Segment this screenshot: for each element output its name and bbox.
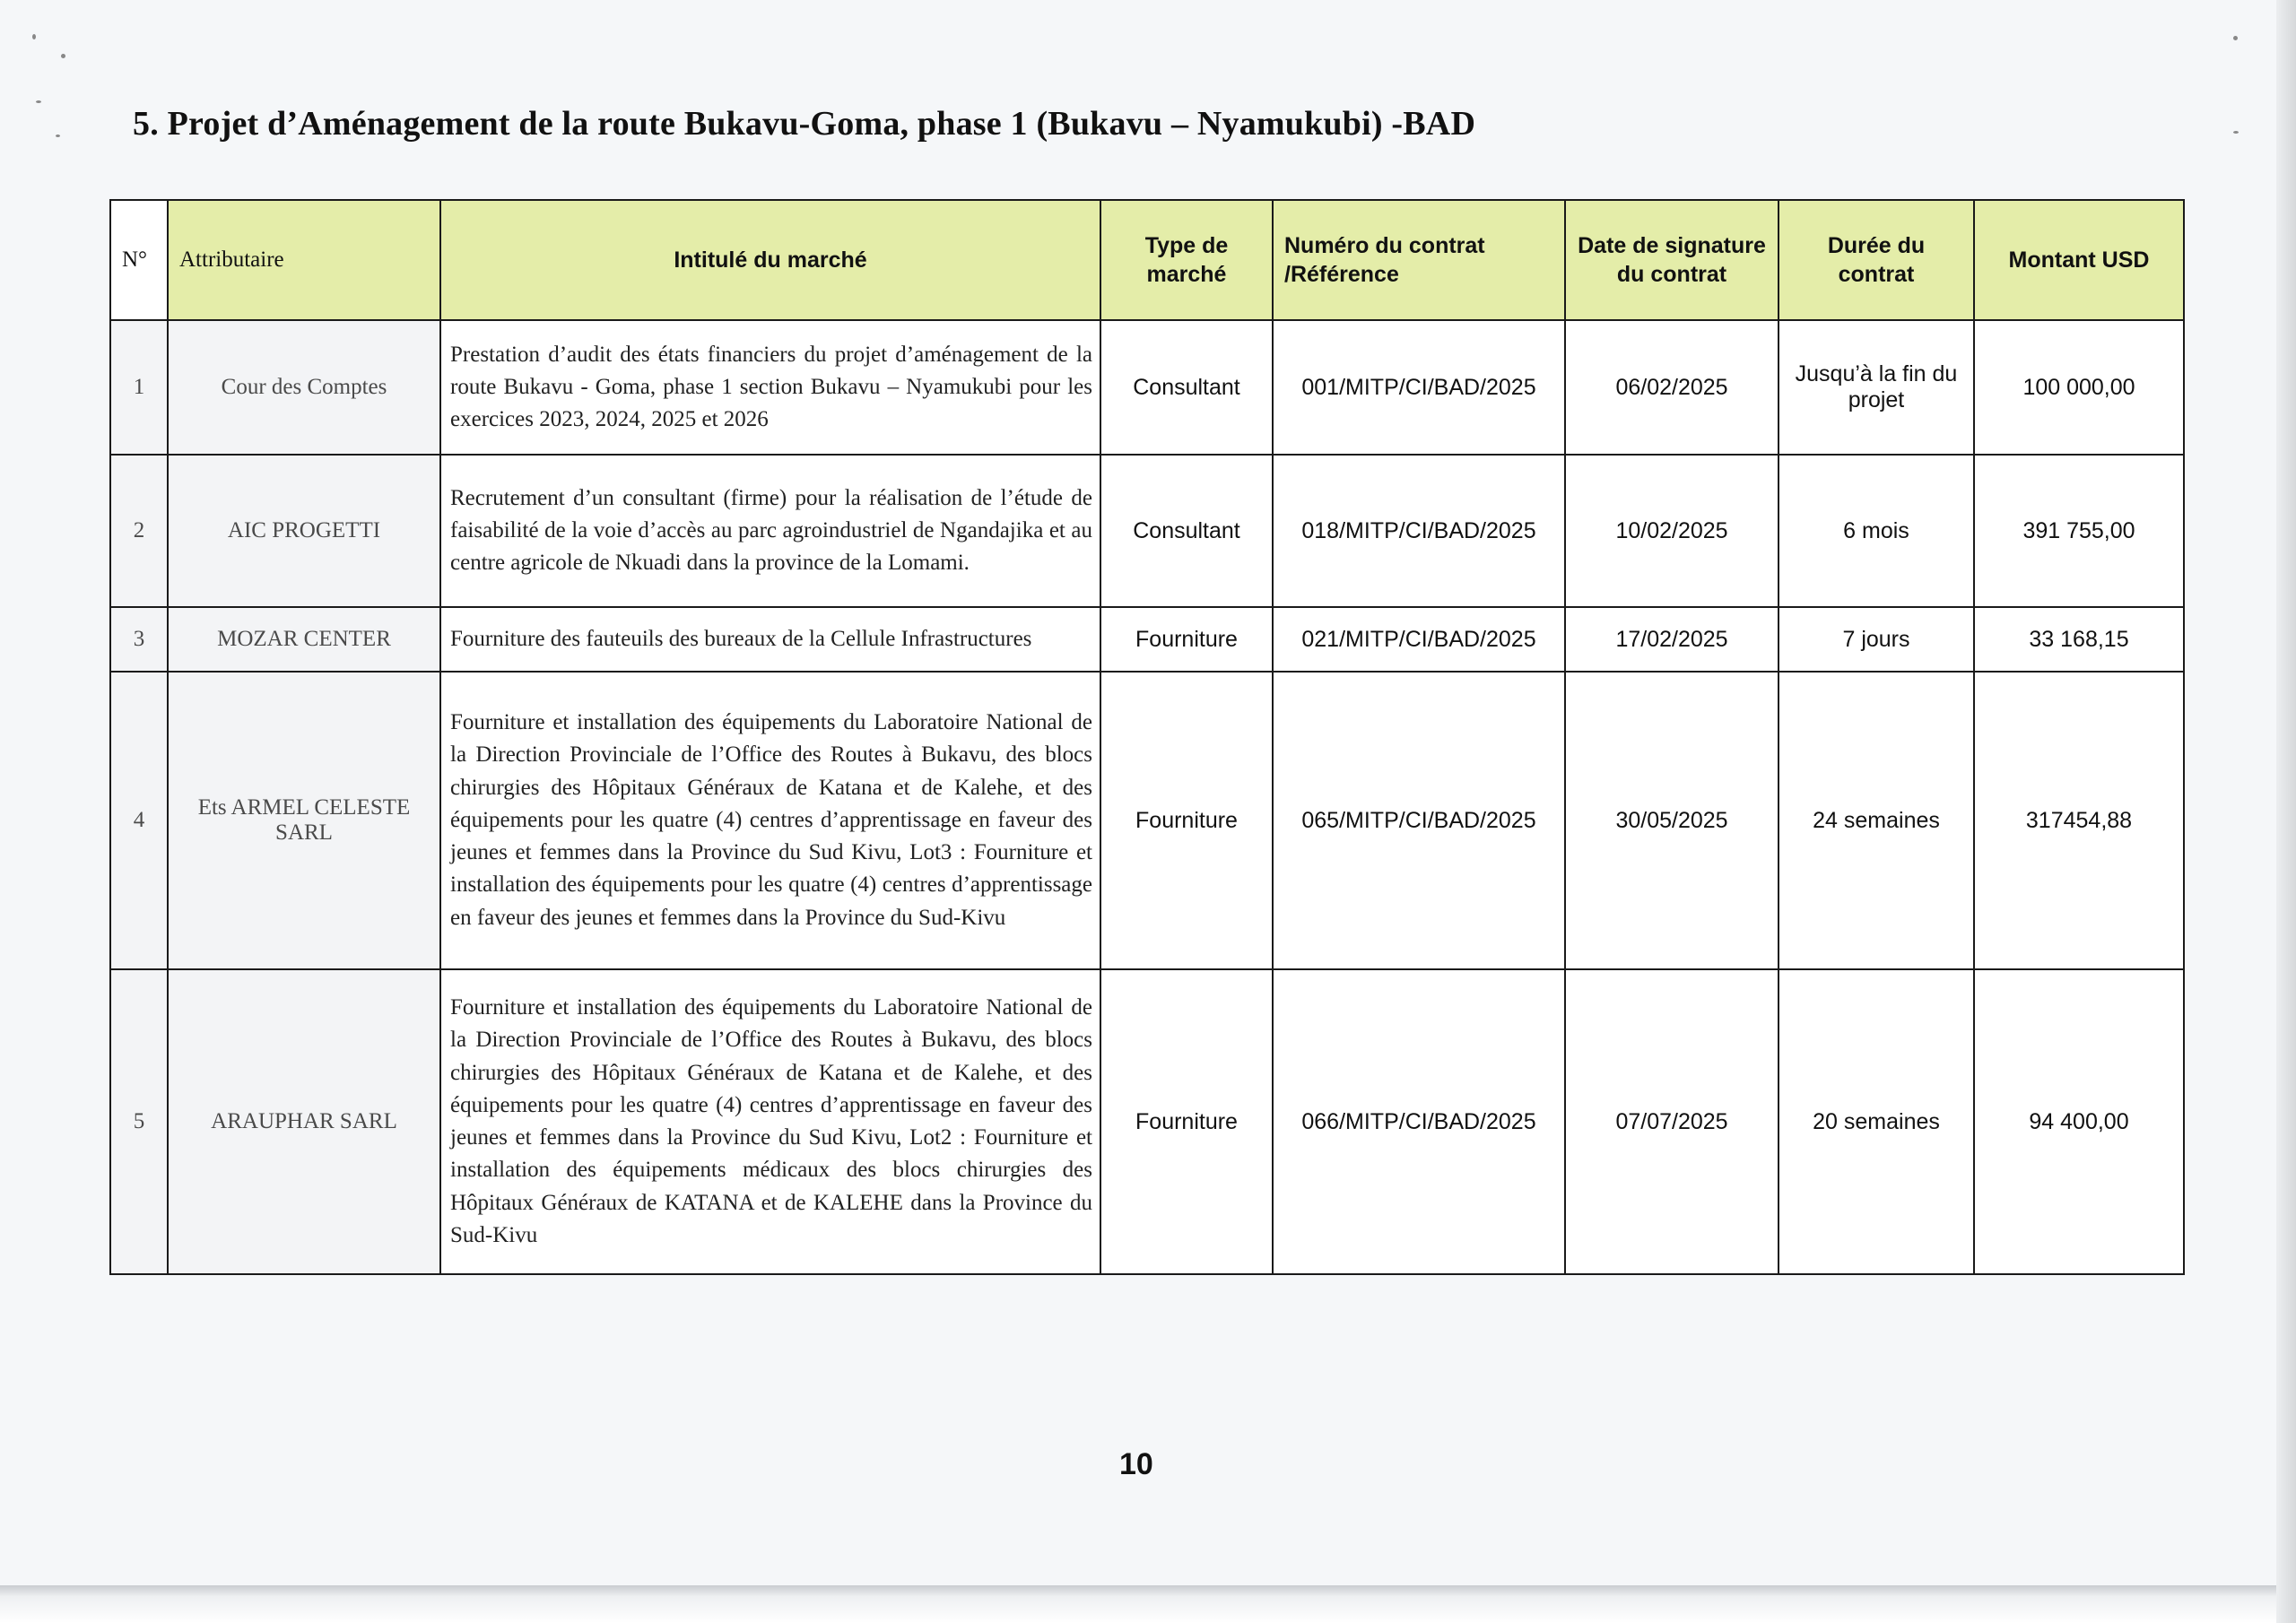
- cell-duree: Jusqu’à la fin du projet: [1779, 320, 1974, 455]
- page-title: 5. Projet d’Aménagement de la route Bukavu-Goma, phase 1 (Bukavu – Nyamukubi) -BAD: [133, 105, 1476, 143]
- cell-intitule: Prestation d’audit des états financiers du projet d’aménagement de la route Bukavu - Goma, phase 1 section Bukavu – Nyamukubi pour les exercices 2023, 2024, 2025 et 2026: [440, 320, 1100, 455]
- cell-date: 30/05/2025: [1565, 672, 1779, 969]
- cell-attributaire: Cour des Comptes: [168, 320, 440, 455]
- cell-numero: 021/MITP/CI/BAD/2025: [1273, 607, 1565, 672]
- cell-attributaire: AIC PROGETTI: [168, 455, 440, 607]
- cell-date: 06/02/2025: [1565, 320, 1779, 455]
- cell-numero: 066/MITP/CI/BAD/2025: [1273, 969, 1565, 1274]
- page-bottom-edge: [0, 1585, 2296, 1623]
- cell-date: 07/07/2025: [1565, 969, 1779, 1274]
- cell-attributaire: MOZAR CENTER: [168, 607, 440, 672]
- cell-montant: 391 755,00: [1974, 455, 2184, 607]
- header-date: Date de signature du contrat: [1565, 200, 1779, 320]
- cell-duree: 6 mois: [1779, 455, 1974, 607]
- header-duree: Durée du contrat: [1779, 200, 1974, 320]
- cell-montant: 100 000,00: [1974, 320, 2184, 455]
- scan-speck: [36, 100, 41, 103]
- cell-intitule: Fourniture et installation des équipements du Laboratoire National de la Direction Provinciale de l’Office des Routes à Bukavu, des blocs chirurgies des Hôpitaux Généraux de Katana et de Kalehe, et des équipements pour les quatre (4) centres d’apprentissage en faveur des jeunes et femmes dans la Province du Sud Kivu, Lot3 : Fourniture et installation des équipements pour les quatre (4) centres d’apprentissage en faveur des jeunes et femmes dans la Province du Sud-Kivu: [440, 672, 1100, 969]
- header-montant: Montant USD: [1974, 200, 2184, 320]
- cell-num: 3: [110, 607, 168, 672]
- page-number: 10: [1119, 1447, 1153, 1481]
- table-row: [110, 607, 2184, 672]
- cell-num: 4: [110, 672, 168, 969]
- cell-numero: 018/MITP/CI/BAD/2025: [1273, 455, 1565, 607]
- scan-speck: [61, 54, 65, 58]
- cell-date: 10/02/2025: [1565, 455, 1779, 607]
- table-header-row: [110, 200, 2184, 320]
- cell-intitule: Recrutement d’un consultant (firme) pour la réalisation de l’étude de faisabilité de la voie d’accès au parc agroindustriel de Ngandajika et au centre agricole de Nkuadi dans la province de la Lomami.: [440, 455, 1100, 607]
- cell-date: 17/02/2025: [1565, 607, 1779, 672]
- cell-num: 1: [110, 320, 168, 455]
- header-attributaire: Attributaire: [168, 200, 440, 320]
- cell-type: Consultant: [1100, 320, 1273, 455]
- cell-duree: 20 semaines: [1779, 969, 1974, 1274]
- cell-duree: 24 semaines: [1779, 672, 1974, 969]
- cell-type: Fourniture: [1100, 969, 1273, 1274]
- cell-intitule: Fourniture et installation des équipements du Laboratoire National de la Direction Provinciale de l’Office des Routes à Bukavu, des blocs chirurgies des Hôpitaux Généraux de Katana et de Kalehe, et des équipements pour les quatre (4) centres d’apprentissage en faveur des jeunes et femmes dans la Province du Sud Kivu, Lot2 : Fourniture et installation des équipements médicaux des blocs chirurgies des Hôpitaux Généraux de KATANA et de KALEHE dans la Province du Sud-Kivu: [440, 969, 1100, 1274]
- table-row: [110, 969, 2184, 1274]
- scan-speck: [32, 34, 36, 39]
- table-row: [110, 672, 2184, 969]
- cell-montant: 317454,88: [1974, 672, 2184, 969]
- cell-num: 5: [110, 969, 168, 1274]
- contracts-table-container: [109, 199, 2183, 1275]
- header-intitule: Intitulé du marché: [440, 200, 1100, 320]
- cell-type: Fourniture: [1100, 607, 1273, 672]
- contracts-table: [109, 199, 2185, 1275]
- table-row: [110, 320, 2184, 455]
- cell-montant: 94 400,00: [1974, 969, 2184, 1274]
- header-num: N°: [110, 200, 168, 320]
- cell-numero: 065/MITP/CI/BAD/2025: [1273, 672, 1565, 969]
- scan-speck: [2233, 131, 2239, 134]
- header-type: Type de marché: [1100, 200, 1273, 320]
- cell-attributaire: ARAUPHAR SARL: [168, 969, 440, 1274]
- cell-attributaire: Ets ARMEL CELESTE SARL: [168, 672, 440, 969]
- cell-numero: 001/MITP/CI/BAD/2025: [1273, 320, 1565, 455]
- cell-type: Fourniture: [1100, 672, 1273, 969]
- table-row: [110, 455, 2184, 607]
- cell-intitule: Fourniture des fauteuils des bureaux de la Cellule Infrastructures: [440, 607, 1100, 672]
- cell-type: Consultant: [1100, 455, 1273, 607]
- cell-num: 2: [110, 455, 168, 607]
- cell-duree: 7 jours: [1779, 607, 1974, 672]
- header-numero: Numéro du contrat /Référence: [1273, 200, 1565, 320]
- scan-speck: [56, 135, 60, 137]
- page-right-edge: [2276, 0, 2296, 1623]
- scan-speck: [2233, 36, 2238, 40]
- cell-montant: 33 168,15: [1974, 607, 2184, 672]
